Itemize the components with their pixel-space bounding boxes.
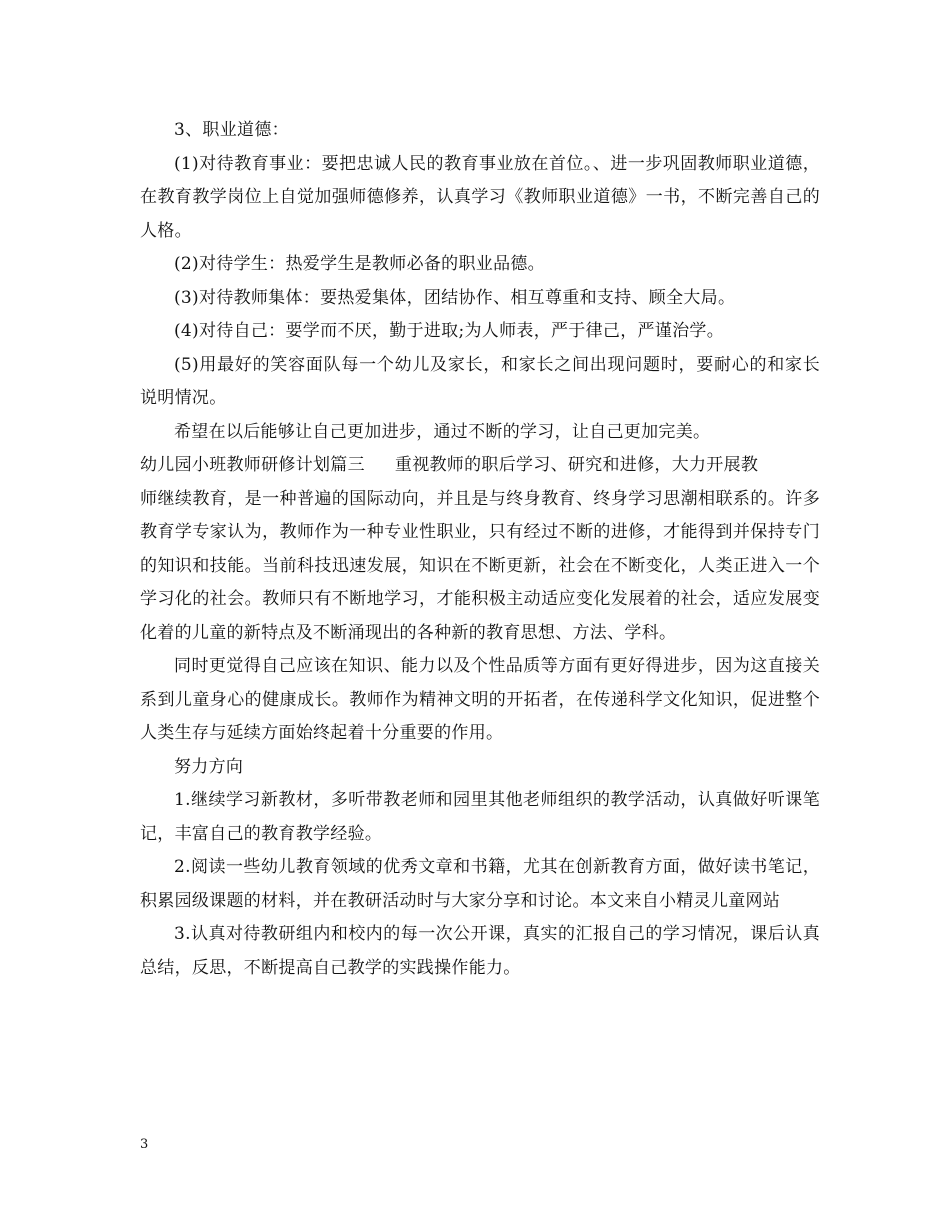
paragraph-personal-growth: 同时更觉得自己应该在知识、能力以及个性品质等方面有更好得进步，因为这直接关系到儿童身心的健康成长。教师作为精神文明的开拓者，在传递科学文化知识，促进整个人类生存与延续方面始终起着十分重要的作用。 bbox=[140, 656, 820, 743]
document-body bbox=[140, 114, 820, 985]
paragraph-continuing-education: 师继续教育，是一种普遍的国际动向，并且是与终身教育、终身学习思潮相联系的。许多教育学专家认为，教师作为一种专业性职业，只有经过不断的进修，才能得到并保持专门的知识和技能。当前科技迅速发展，知识在不断更新，社会在不断变化，人类正进入一个学习化的社会。教师只有不断地学习，才能积极主动适应变化发展着的社会，适应发展变化着的儿童的新特点及不断涌现出的各种新的教育思想、方法、学科。 bbox=[140, 488, 820, 643]
list-item-1: 1.继续学习新教材，多听带教老师和园里其他老师组织的教学活动，认真做好听课笔记，丰富自己的教育教学经验。 bbox=[140, 790, 820, 844]
paragraph-parents: (5)用最好的笑容面队每一个幼儿及家长，和家长之间出现问题时，要耐心的和家长说明情况。 bbox=[140, 354, 820, 408]
section-heading-professional-ethics: 3、职业道德： bbox=[174, 120, 289, 140]
paragraph-hope: 希望在以后能够让自己更加进步，通过不断的学习，让自己更加完美。 bbox=[174, 421, 711, 442]
paragraph-students: (2)对待学生：热爱学生是教师必备的职业品德。 bbox=[174, 254, 545, 274]
paragraph-self: (4)对待自己：要学而不厌，勤于进取;为人师表，严于律己，严谨治学。 bbox=[174, 321, 725, 341]
section-title: 幼儿园小班教师研修计划篇三 bbox=[140, 455, 365, 475]
page-number: 3 bbox=[140, 1137, 149, 1152]
paragraph-education-career: (1)对待教育事业：要把忠诚人民的教育事业放在首位。、进一步巩固教师职业道德，在教育教学岗位上自觉加强师德修养，认真学习《教师职业道德》一书，不断完善自己的人格。 bbox=[140, 153, 820, 241]
section-first-line: 重视教师的职后学习、研究和进修，大力开展教 bbox=[394, 455, 759, 475]
heading-effort-direction: 努力方向 bbox=[174, 756, 244, 777]
list-item-3: 3.认真对待教研组内和校内的每一次公开课，真实的汇报自己的学习情况，课后认真总结，反思，不断提高自己教学的实践操作能力。 bbox=[140, 924, 820, 978]
section-title-line bbox=[140, 449, 820, 483]
list-item-2: 2.阅读一些幼儿教育领域的优秀文章和书籍，尤其在创新教育方面，做好读书笔记，积累园级课题的材料，并在教研活动时与大家分享和讨论。本文来自小精灵儿童网站 bbox=[140, 857, 820, 911]
paragraph-teacher-collective: (3)对待教师集体：要热爱集体，团结协作、相互尊重和支持、顾全大局。 bbox=[174, 287, 736, 308]
